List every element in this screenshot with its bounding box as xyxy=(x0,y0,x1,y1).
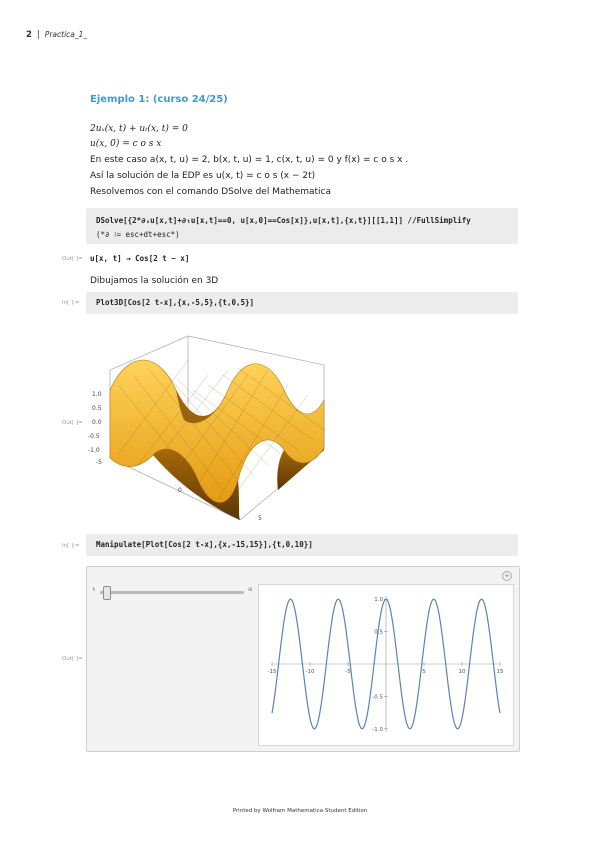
dibujamos-text: Dibujamos la solución en 3D xyxy=(90,276,219,286)
x-tick-label: 15 xyxy=(496,669,504,675)
x-tick-label: -5 xyxy=(345,669,351,675)
z-tick: 0.5 xyxy=(92,405,102,412)
footer-text: Printed by Wolfram Mathematica Student Edition xyxy=(232,808,368,814)
x-tick-label: 10 xyxy=(458,669,466,675)
x-tick-label: 5 xyxy=(422,669,426,675)
z-tick: -1.0 xyxy=(88,447,100,454)
plot3d-code: Plot3D[Cos[2 t-x],{x,-5,5},{t,0,5}] xyxy=(96,298,255,307)
slider-label: t xyxy=(93,587,96,593)
z-tick: 1.0 xyxy=(92,391,102,398)
equation-initial: u(x, 0) = c o s x xyxy=(90,139,162,149)
slider-expand-icon[interactable]: ⊞ xyxy=(248,587,253,593)
z-tick: 0.0 xyxy=(92,419,102,426)
dsolve-code: DSolve[{2*∂ₓu[x,t]+∂ₜu[x,t]==0, u[x,0]==Cos[x]},u[x,t],{x,t}][[1,1]] //FullSimplify xyxy=(96,216,471,225)
section-title: Ejemplo 1: (curso 24/25) xyxy=(90,94,228,105)
manipulate-input-cell[interactable] xyxy=(86,534,518,556)
notebook-title: Practica_1_ xyxy=(44,30,88,39)
y-tick-label: 0.5 xyxy=(374,629,383,636)
in-label: In[ ]:= xyxy=(62,300,80,306)
equation-pde: 2uₓ(x, t) + uₜ(x, t) = 0 xyxy=(90,124,188,134)
x-tick-label: -10 xyxy=(305,669,315,675)
plot3d-surface[interactable] xyxy=(88,330,338,526)
out-label-3d: Out[ ]= xyxy=(62,420,83,426)
x-axis-label: 0 xyxy=(178,487,182,494)
dsolve-output: u[x, t] → Cos[2 t − x] xyxy=(90,254,190,263)
slider-thumb[interactable] xyxy=(103,586,111,600)
surface-top xyxy=(110,360,324,503)
out-label-manip: Out[ ]= xyxy=(62,656,83,662)
header-separator: | xyxy=(36,30,40,40)
y-tick-label: -1.0 xyxy=(372,726,383,733)
manipulate-code: Manipulate[Plot[Cos[2 t-x],{x,-15,15}],{t,0,10}] xyxy=(96,540,313,549)
y-tick-label: -0.5 xyxy=(372,694,383,701)
in-label-manip: In[ ]:= xyxy=(62,543,80,549)
page-number: 2 xyxy=(26,30,32,40)
cosine-plot[interactable] xyxy=(258,584,512,744)
slider-track[interactable] xyxy=(100,591,244,594)
page-header xyxy=(26,30,87,40)
resolvemos-text: Resolvemos con el comando DSolve del Mathematica xyxy=(90,187,332,197)
x-tick-label: -15 xyxy=(267,669,277,675)
case-text: En este caso a(x, t, u) = 2, b(x, t, u) = 1, c(x, t, u) = 0 y f(x) = c o s x . xyxy=(90,155,409,165)
dsolve-input-cell[interactable] xyxy=(86,208,518,244)
z-tick: -0.5 xyxy=(88,433,100,440)
y-tick-label: 1.0 xyxy=(374,597,383,604)
plus-icon[interactable]: + xyxy=(502,571,512,581)
solution-text: Así la solución de la EDP es u(x, t) = c o s (x − 2t) xyxy=(90,171,316,181)
dsolve-comment: (*∂ ⁝= esc+dt+esc*) xyxy=(96,230,180,239)
t-axis-label: 5 xyxy=(258,515,262,522)
plot3d-input-cell[interactable] xyxy=(86,292,518,314)
out-label: Out[ ]= xyxy=(62,256,83,262)
x-tick: -5 xyxy=(96,459,102,466)
